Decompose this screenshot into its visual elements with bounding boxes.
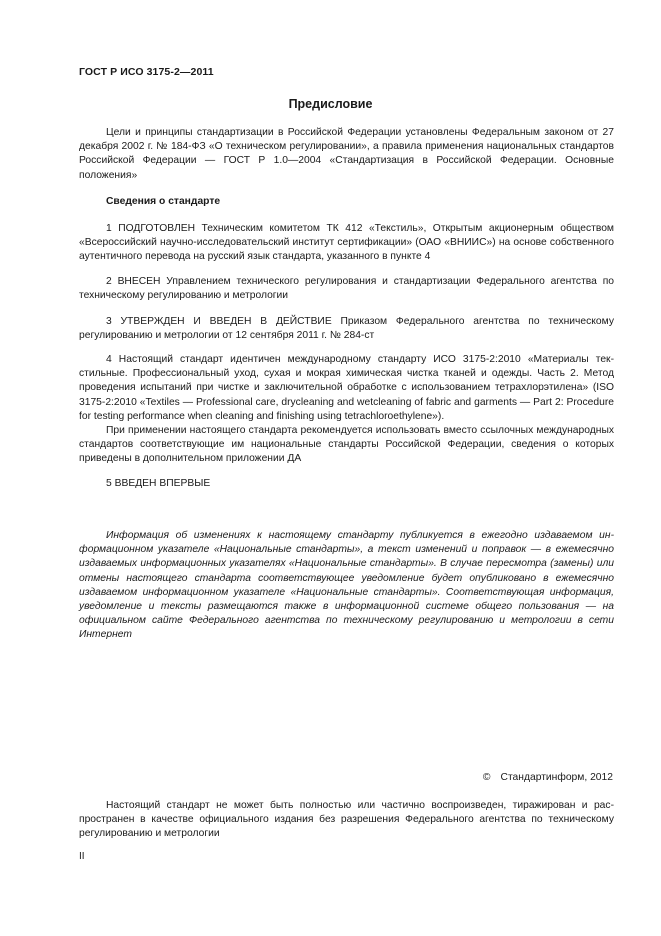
legal-notice: Настоящий стандарт не может быть полностью или частично воспроизведен, тиражирован и распространен в качестве официального издания без разрешения Федерального агентства по техническому регулированию и метрологии [79,800,614,840]
item-first-introduced: 5 ВВЕДЕН ВПЕРВЫЕ [106,478,211,489]
copyright-symbol: © [482,772,491,783]
section-heading: Сведения о стандарте [106,196,221,207]
item-references-note: При применении настоящего стандарта рекомендуется использовать вместо ссылочных международных стандартов соответствующие им национальные стандарты Российской Федерации, сведения о которых приведены в дополнительном приложении ДА [79,425,614,465]
copyright-text: Стандартинформ, 2012 [500,772,613,783]
intro-paragraph: Цели и принципы стандартизации в Российской Федерации установлены Федеральным законом от 27 декабря 2002 г. № 184-ФЗ «О техническом регулировании», а правила применения национальных стандартов Российской Федерации — ГОСТ Р 1.0—2004 «Стандартизация в Российской Федерации. Основные положения» [79,127,614,181]
changes-information-notice: Информация об изменениях к настоящему стандарту публикуется в ежегодно издаваемом информационном указателе «Национальные стандарты», а текст изменений и поправок — в ежемесячно издаваемых информационных указателях «Национальные стандарты». В случае пересмотра (замены) или отмены настоящего стандарта соответствующее уведомление будет опубликовано в ежемесячно издаваемом информационном указателе «Национальные стандарты». Соответствующая информация, уведомление и тексты размещаются также в информационной системе общего пользования — на официальном сайте Федерального агентства по техническому регулированию и метрологии в сети Интернет [79,530,614,641]
page-title: Предисловие [288,97,373,111]
page-number: II [79,851,85,862]
item-prepared: 1 ПОДГОТОВЛЕН Техническим комитетом ТК 412 «Текстиль», Открытым акционерным обществом «Всероссийский научно-исследовательский институт сертификации» (ОАО «ВНИИС») на основе собственного аутентичного перевода на русский язык стандарта, указанного в пункте 4 [79,223,614,263]
copyright-line [483,772,613,783]
item-identical: 4 Настоящий стандарт идентичен международному стандарту ИСО 3175-2:2010 «Материалы текстильные. Профессиональный уход, сухая и мокрая химическая чистка тканей и одежды. Часть 2. Метод проведения испытаний при чистке и заключительной обработке с использованием тетрахлорэтилена» (ISO 3175-2:2010 «Textiles — Professional care, drycleaning and wetcleaning of fabric and garments — Part 2: Procedure for testing performance when cleaning and finishing using tetrachloroethylene»). [79,354,614,422]
standard-code-header: ГОСТ Р ИСО 3175-2—2011 [79,66,214,78]
item-approved: 3 УТВЕРЖДЕН И ВВЕДЕН В ДЕЙСТВИЕ Приказом Федерального агентства по техническому регулированию и метрологии от 12 сентября 2011 г. № 284-ст [79,316,614,342]
item-introduced: 2 ВНЕСЕН Управлением технического регулирования и стандартизации Федерального агентства по техническому регулированию и метрологии [79,276,614,302]
